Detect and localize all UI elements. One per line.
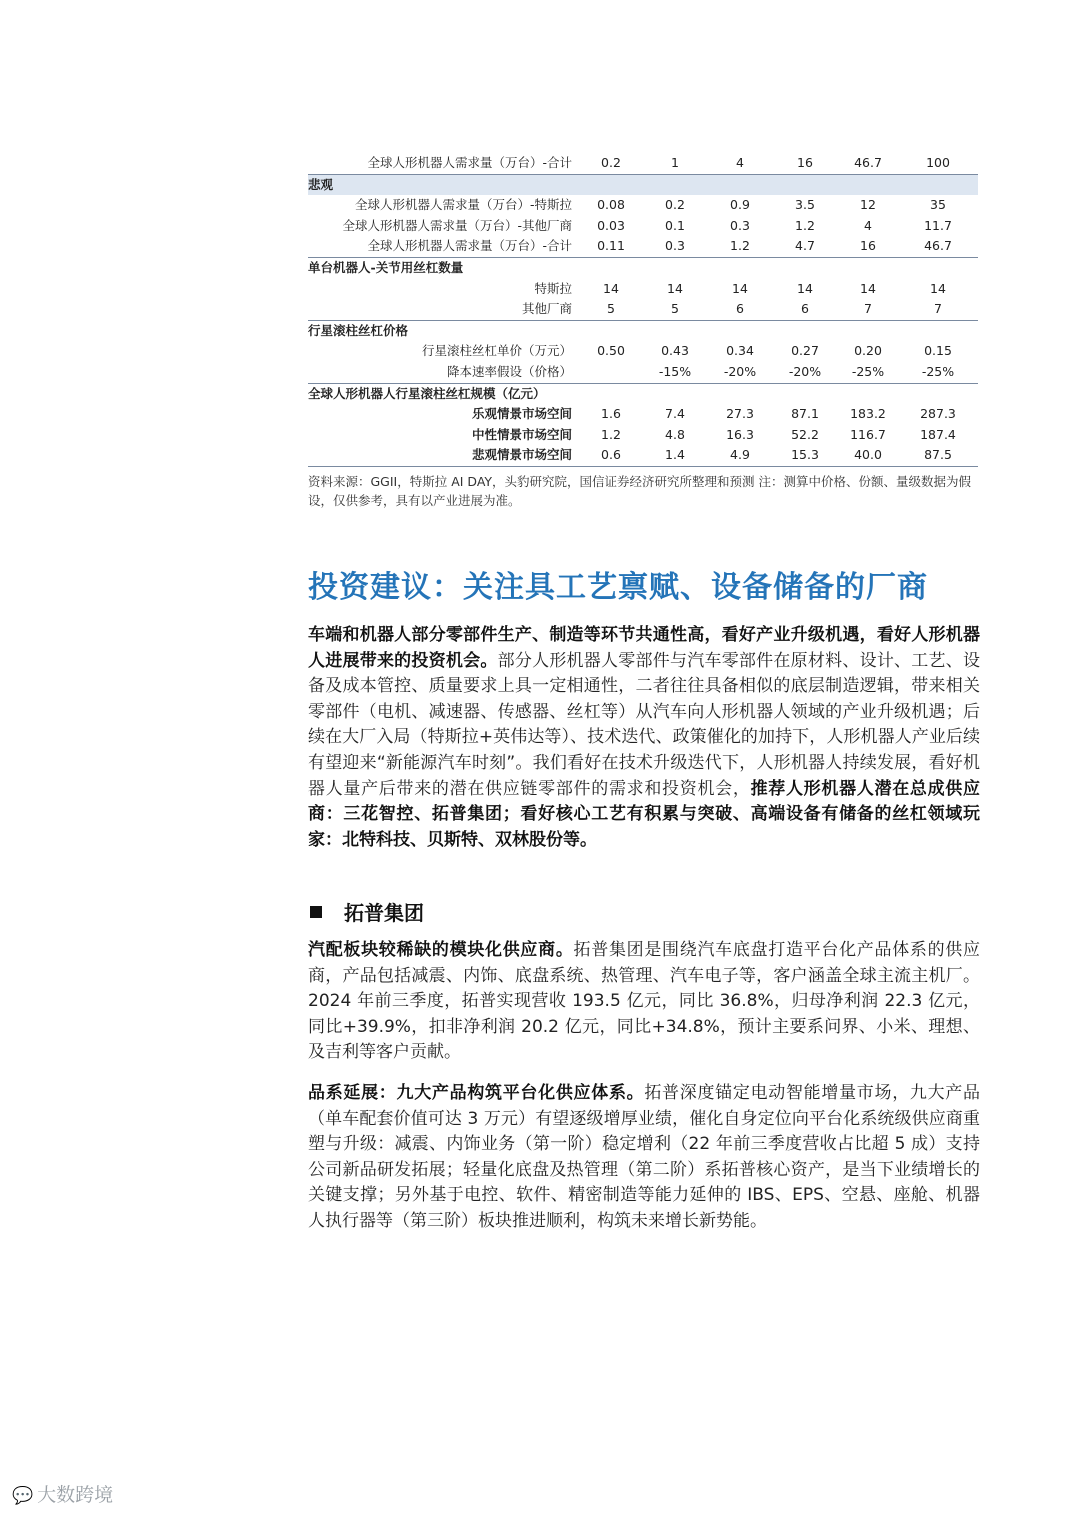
company-overview-paragraph [308, 938, 980, 1066]
cell-value: 0.3 [665, 238, 685, 254]
cell-value: 0.34 [726, 343, 754, 359]
extension-lead: 品系延展：九大产品构筑平台化供应体系。 [308, 1083, 645, 1103]
company-name: 拓普集团 [344, 901, 424, 925]
cell-value: 5 [671, 301, 679, 317]
cell-value: 0.27 [791, 343, 819, 359]
cell-value: 15.3 [772, 445, 838, 466]
row-label: 悲观情景市场空间 [308, 445, 580, 466]
cell-value: 27.3 [726, 406, 754, 422]
table-row [308, 445, 978, 466]
row-label: 全球人形机器人需求量（万台）-合计 [367, 238, 572, 254]
investment-body: 部分人形机器人零部件与汽车零部件在原材料、设计、工艺、设备及成本管控、质量要求上具一定相通性，二者往往具备相似的底层制造逻辑，带来相关零部件（电机、减速器、传感器、丝杠等）从汽车向人形机器人领域的产业升级机遇；后续在大厂入局（特斯拉+英伟达等）、技术迭代、政策催化的加持下，人形机器人产业后续有望迎来“新能源汽车时刻”。我们看好在技术升级迭代下，人形机器人持续发展，看好机器人量产后带来的潜在供应链零部件的需求和投资机会， [308, 650, 981, 799]
cell-value: 4.9 [708, 445, 772, 466]
table-section-row [308, 320, 978, 341]
cell-value: 52.2 [791, 426, 819, 442]
table-row [308, 279, 978, 300]
table-source-note: 资料来源：GGII，特斯拉 AI DAY，头豹研究院，国信证券经济研究所整理和预测 注：测算中价格、份额、量级数据为假设，仅供参考，具有以产业进展为准。 [308, 474, 972, 508]
cell-value: 1 [671, 155, 679, 170]
cell-value: 14 [930, 280, 946, 296]
cell-value: 0.11 [597, 238, 625, 254]
cell-value: 7 [934, 301, 942, 317]
cell-value: 6 [736, 301, 744, 317]
table-row [308, 236, 978, 257]
cell-value [580, 362, 642, 383]
cell-value: 5 [607, 301, 615, 317]
table-row [308, 404, 978, 425]
cell-value: -25% [921, 363, 955, 379]
cell-value: 4 [864, 217, 872, 233]
cell-value: 0.15 [924, 343, 952, 359]
cell-value: -20% [723, 363, 757, 379]
product-extension-paragraph [308, 1081, 980, 1235]
table-row [308, 153, 978, 174]
cell-value: 14 [603, 280, 619, 296]
investment-recommendation: 推荐人形机器人潜在总成供应商：三花智控、拓普集团；看好核心工艺有积累与突破、高端设备有储备的丝杠领域玩家：北特科技、贝斯特、双林股份等。 [308, 778, 981, 850]
section-heading: 投资建议：关注具工艺禀赋、设备储备的厂商 [308, 570, 928, 605]
cell-value: 4 [736, 155, 744, 170]
watermark-text: 大数跨境 [37, 1484, 114, 1506]
company-subheading [310, 898, 424, 928]
cell-value: 287.3 [920, 406, 956, 422]
cell-value: 35 [930, 197, 946, 213]
cell-value: 14 [860, 280, 876, 296]
cell-value: 0.08 [597, 197, 625, 213]
investment-lead: 车端和机器人部分零部件生产、制造等环节共通性高，看好产业升级机遇，看好人形机器人进展带来的投资机会。 [308, 625, 980, 671]
table-section-row [308, 174, 978, 195]
cell-value: 0.9 [730, 197, 750, 213]
cell-value: 46.7 [854, 155, 882, 170]
row-label: 全球人形机器人需求量（万台）-其他厂商 [342, 217, 572, 233]
row-label: 全球人形机器人需求量（万台）-特斯拉 [354, 197, 572, 213]
row-label: 其他厂商 [521, 301, 572, 317]
cell-value: 4.8 [665, 426, 685, 442]
row-label: 全球人形机器人需求量（万台）-合计 [367, 155, 572, 170]
table-section-row [308, 257, 978, 278]
cell-value: 0.1 [665, 217, 685, 233]
cell-value: 0.3 [730, 217, 750, 233]
cell-value: -20% [788, 363, 822, 379]
table-row [308, 195, 978, 216]
cell-value: 16 [860, 238, 876, 254]
table-row [308, 362, 978, 383]
table-row [308, 299, 978, 320]
cell-value: 0.6 [580, 445, 642, 466]
overview-lead: 汽配板块较稀缺的模块化供应商。 [308, 940, 574, 960]
section-label: 行星滚柱丝杠价格 [308, 320, 978, 341]
cell-value: -25% [851, 363, 885, 379]
cell-value: 100 [926, 155, 950, 170]
cell-value: 87.1 [791, 406, 819, 422]
cell-value: 16 [797, 155, 813, 170]
cell-value: 0.2 [665, 197, 685, 213]
table-section-row [308, 383, 978, 404]
cell-value: 183.2 [850, 406, 886, 422]
cell-value: 116.7 [850, 426, 886, 442]
cell-value: 1.4 [642, 445, 708, 466]
section-label: 悲观 [308, 174, 978, 195]
cell-value: 87.5 [898, 445, 978, 466]
table-row [308, 341, 978, 362]
cell-value: 46.7 [924, 238, 952, 254]
square-bullet-icon [310, 906, 322, 918]
cell-value: 1.2 [601, 426, 621, 442]
cell-value: 0.50 [597, 343, 625, 359]
row-label: 特斯拉 [534, 280, 572, 296]
cell-value: 0.43 [661, 343, 689, 359]
cell-value: 40.0 [838, 445, 898, 466]
row-label: 中性情景市场空间 [471, 426, 572, 442]
cell-value: -15% [658, 363, 692, 379]
cell-value: 0.03 [597, 217, 625, 233]
cell-value: 0.20 [854, 343, 882, 359]
cell-value: 12 [860, 197, 876, 213]
row-label: 行星滚柱丝杠单价（万元） [421, 343, 572, 359]
cell-value: 1.2 [730, 238, 750, 254]
table-row [308, 425, 978, 446]
cell-value: 14 [797, 280, 813, 296]
row-label: 降本速率假设（价格） [446, 363, 572, 379]
overview-body: 拓普集团是围绕汽车底盘打造平台化产品体系的供应商，产品包括减震、内饰、底盘系统、热管理、汽车电子等，客户涵盖全球主流主机厂。2024 年前三季度，拓普实现营收 193.5 亿元，同比 36.8%，归母净利润 22.3 亿元，同比+39.9%，扣非净利润 20.2 亿元，同比+34.8%，预计主要系问界、小米、理想、及吉利等客户贡献。 [308, 940, 981, 1063]
cell-value: 3.5 [795, 197, 815, 213]
cell-value: 14 [667, 280, 683, 296]
cell-value: 0.2 [601, 155, 621, 170]
cell-value: 187.4 [920, 426, 956, 442]
cell-value: 11.7 [924, 217, 952, 233]
cell-value: 4.7 [795, 238, 815, 254]
cell-value: 1.6 [601, 406, 621, 422]
forecast-table [308, 153, 978, 467]
table-row [308, 216, 978, 237]
watermark [12, 1480, 113, 1511]
cell-value: 1.2 [795, 217, 815, 233]
chat-bubble-icon: 💬 [12, 1486, 34, 1506]
cell-value: 14 [732, 280, 748, 296]
cell-value: 6 [801, 301, 809, 317]
row-label: 乐观情景市场空间 [471, 406, 572, 422]
investment-paragraph [308, 623, 980, 853]
cell-value: 7 [864, 301, 872, 317]
cell-value: 16.3 [726, 426, 754, 442]
extension-body: 拓普深度锚定电动智能增量市场，九大产品（单车配套价值可达 3 万元）有望逐级增厚业绩，催化自身定位向平台化系统级供应商重塑与升级：减震、内饰业务（第一阶）稳定增利（22 年前三季度营收占比超 5 成）支持公司新品研发拓展；轻量化底盘及热管理（第二阶）系拓普核心资产，是当下业绩增长的关键支撑；另外基于电控、软件、精密制造等能力延伸的 IBS、EPS、空悬、座舱、机器人执行器等（第三阶）板块推进顺利，构筑未来增长新势能。 [308, 1083, 981, 1231]
cell-value: 7.4 [665, 406, 685, 422]
section-label: 单台机器人-关节用丝杠数量 [308, 257, 978, 278]
section-label: 全球人形机器人行星滚柱丝杠规模（亿元） [308, 383, 978, 404]
